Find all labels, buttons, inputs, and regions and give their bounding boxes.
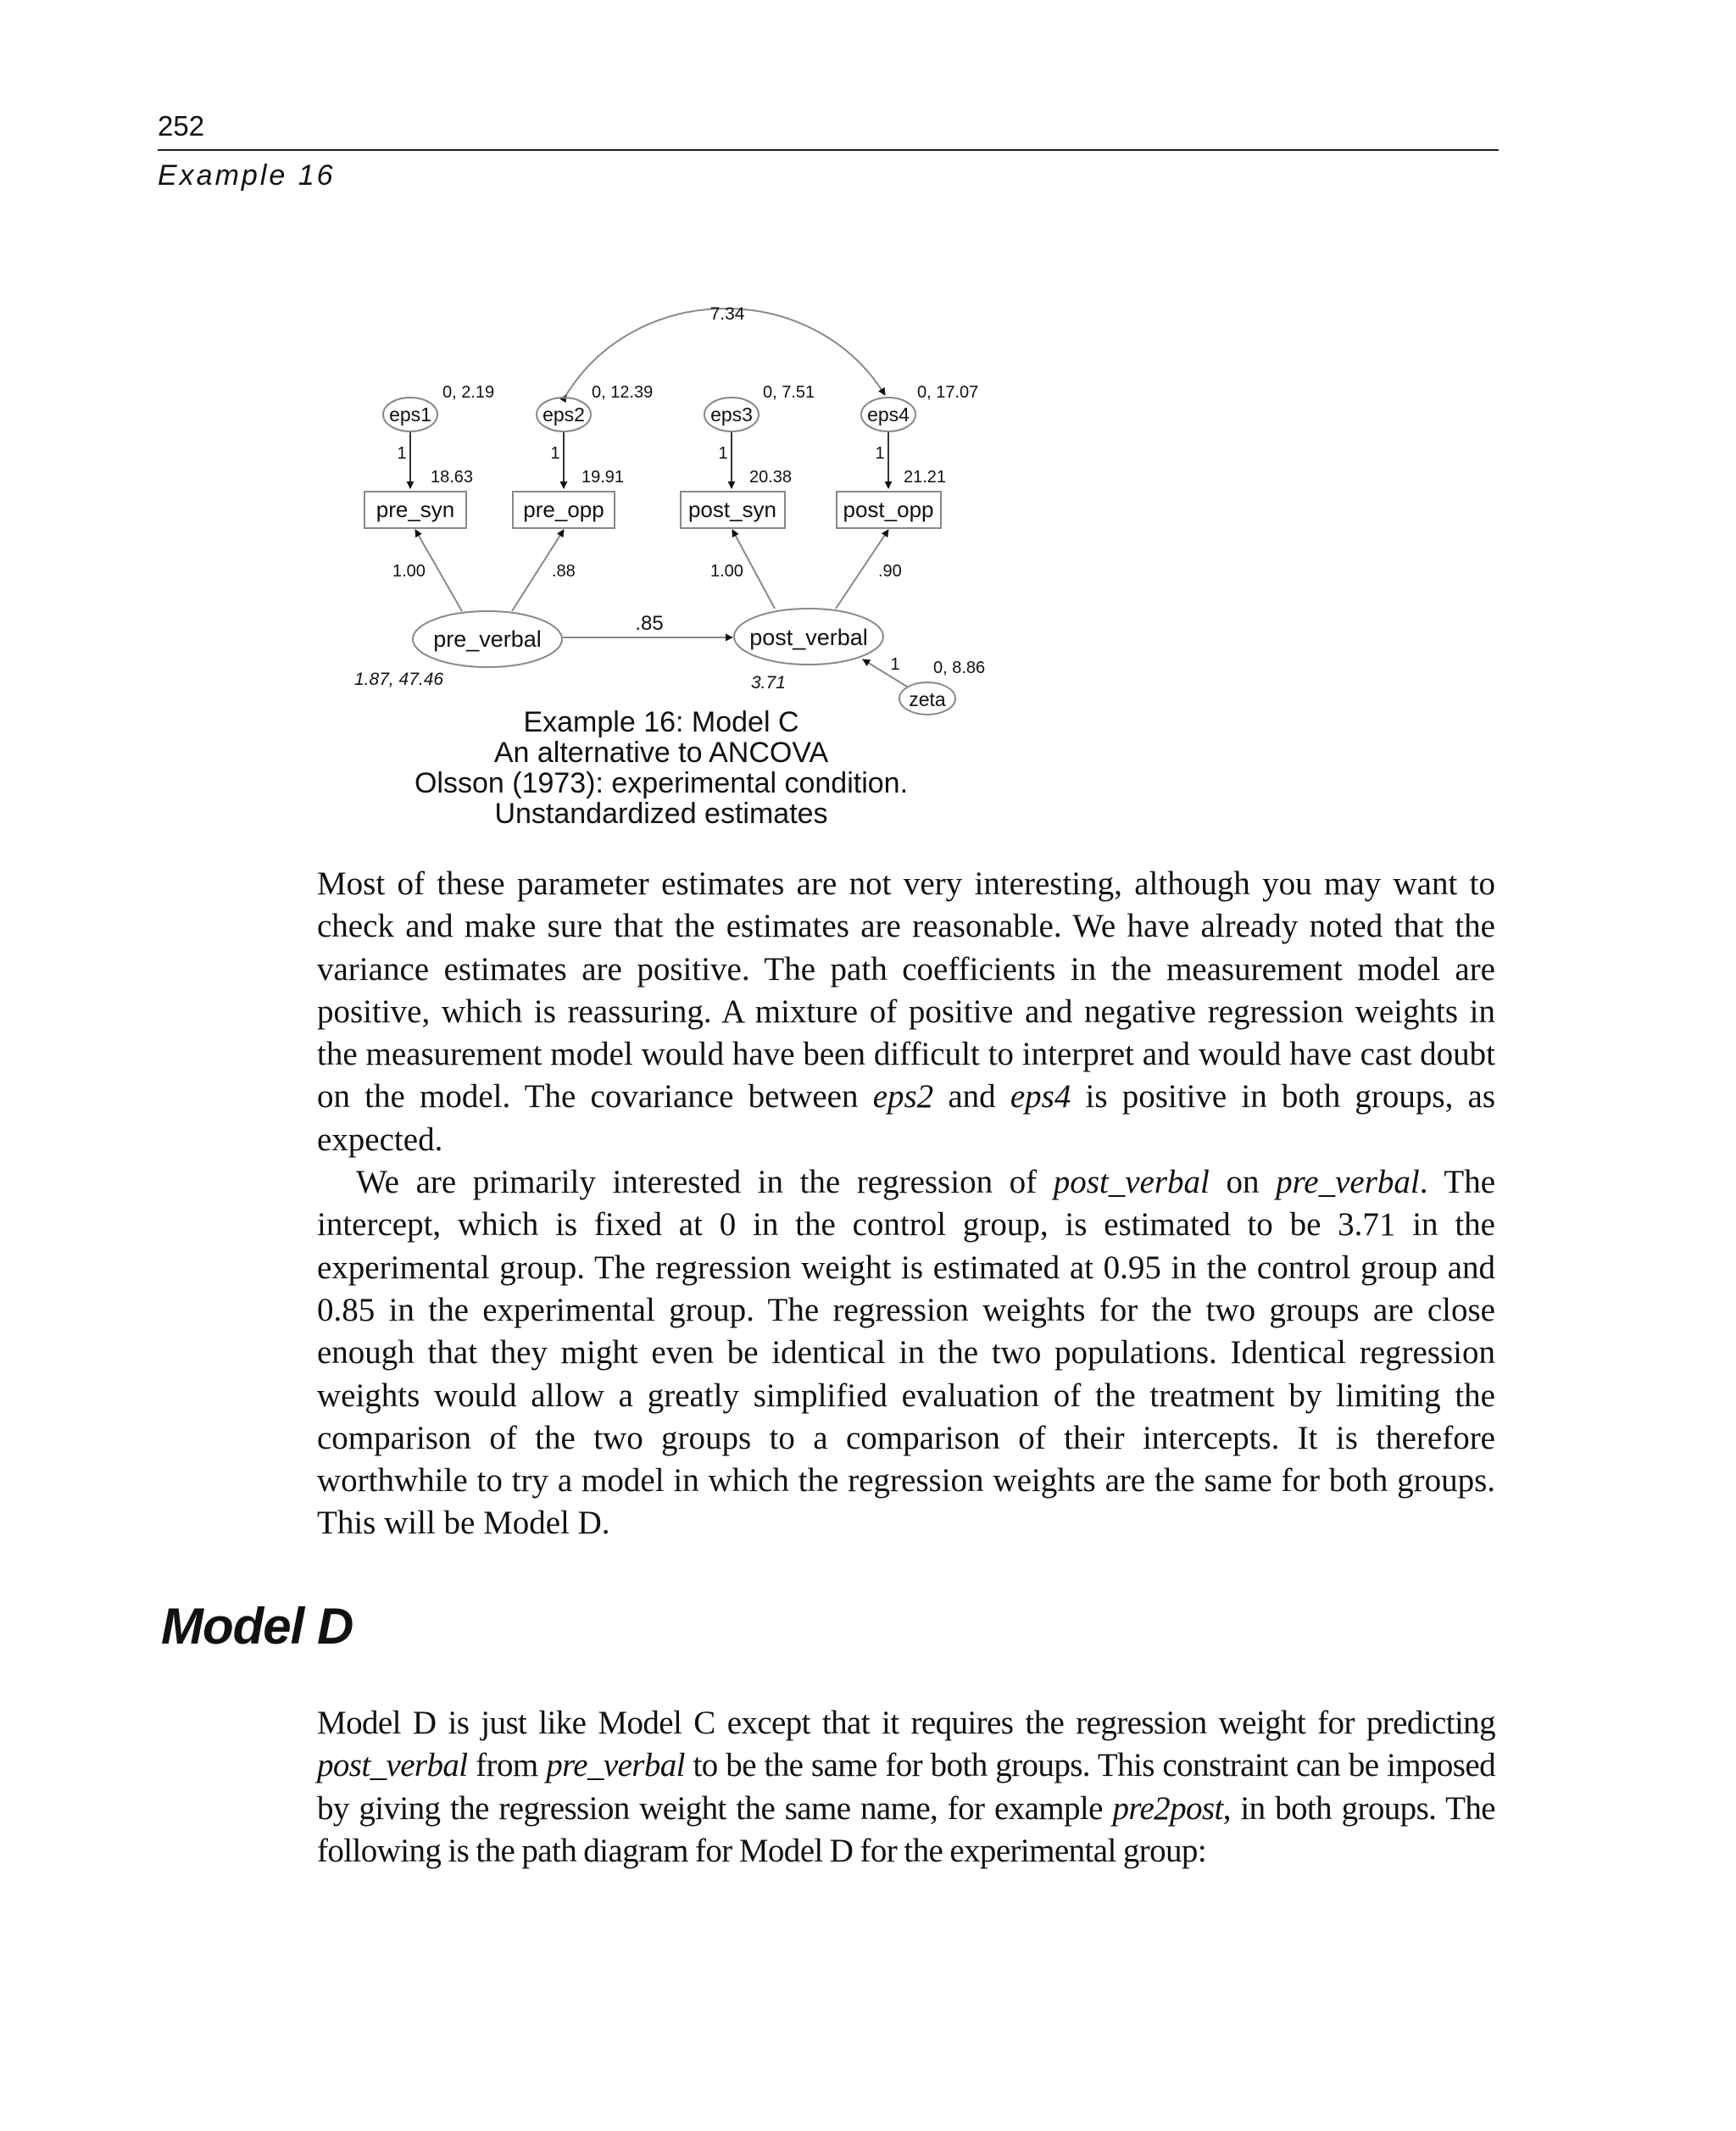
- latent-node-label: pre_verbal: [433, 626, 542, 652]
- diagram-caption: [356, 707, 966, 829]
- covariance-label: 7.34: [709, 304, 745, 324]
- latent-estimate: 1.87, 47.46: [354, 670, 444, 689]
- paragraph-model-d: Model D is just like Model C except that it requires the regression weight for predicting post_verbal from pre_verbal to be the same for both groups. This constraint can be imposed by giving the regression weight the same name, for example pre2post, in both groups. The following is the path diagram for Model D for the experimental group:: [317, 1705, 1495, 1869]
- error-node-label: eps4: [867, 403, 910, 426]
- loading-label: 1.00: [392, 562, 426, 581]
- error-path-label: 1: [875, 444, 885, 463]
- body-text-block: [317, 863, 1495, 1545]
- intercept-label: 21.21: [904, 468, 947, 487]
- disturbance-estimate: 0, 8.86: [933, 659, 986, 677]
- paragraph-regression: We are primarily interested in the regression of post_verbal on pre_verbal. The intercept, which is fixed at 0 in the control group, is estimated to be 3.71 in the experimental group. The regression weight is estimated at 0.95 in the control group and 0.85 in the experimental group. The regression weights for the two groups are close enough that they might even be identical in the two populations. Identical regression weights would allow a greatly simplified evaluation of the treatment by limiting the comparison of the two groups to a comparison of their intercepts. It is therefore worthwhile to try a model in which the regression weights are the same for both groups. This will be Model D.: [317, 1164, 1496, 1542]
- disturbance-node-label: zeta: [909, 688, 946, 710]
- observed-node-label: pre_syn: [376, 497, 455, 522]
- error-node-label: eps3: [710, 403, 753, 426]
- page-number: 252: [158, 110, 205, 142]
- latent-estimate: 3.71: [751, 673, 786, 693]
- caption-line: Olsson (1973): experimental condition.: [414, 767, 909, 799]
- observed-node-label: post_syn: [687, 497, 777, 522]
- loading-label: .90: [878, 562, 902, 581]
- error-estimate: 0, 7.51: [763, 383, 815, 402]
- paragraph-estimates: Most of these parameter estimates are not very interesting, although you may want to check and make sure that the estimates are reasonable. We have already noted that the variance estimates are positive. The path coefficients in the measurement model are positive, which is reassuring. A mixture of positive and negative regression weights in the measurement model would have been difficult to interpret and would have cast doubt on the model. The covariance between eps2 and eps4 is positive in both groups, as expected.: [317, 865, 1496, 1158]
- intercept-label: 20.38: [749, 468, 793, 487]
- loading-label: 1.00: [710, 562, 743, 581]
- error-path-label: 1: [718, 444, 728, 463]
- section-heading: Model D: [161, 1598, 353, 1655]
- error-estimate: 0, 2.19: [442, 383, 495, 402]
- caption-line: An alternative to ANCOVA: [493, 737, 829, 769]
- caption-line: Unstandardized estimates: [494, 798, 828, 830]
- running-title: Example 16: [158, 159, 336, 192]
- error-estimate: 0, 17.07: [917, 383, 979, 402]
- observed-node-label: pre_opp: [523, 497, 604, 522]
- caption-line: Example 16: Model C: [523, 706, 799, 738]
- error-path-label: 1: [550, 444, 560, 463]
- loading-label: .88: [552, 562, 576, 581]
- body-text-block-model-d: [317, 1702, 1495, 1872]
- intercept-label: 18.63: [431, 468, 474, 487]
- disturbance-path: [863, 659, 907, 687]
- disturbance-path-label: 1: [890, 655, 900, 674]
- error-estimate: 0, 12.39: [592, 383, 654, 402]
- observed-node-label: post_opp: [843, 497, 934, 522]
- error-path-label: 1: [397, 444, 407, 463]
- latent-node-label: post_verbal: [749, 625, 868, 650]
- regression-label: .85: [635, 612, 664, 635]
- intercept-label: 19.91: [581, 468, 625, 487]
- error-node-label: eps1: [389, 403, 431, 426]
- error-node-label: eps2: [542, 403, 585, 426]
